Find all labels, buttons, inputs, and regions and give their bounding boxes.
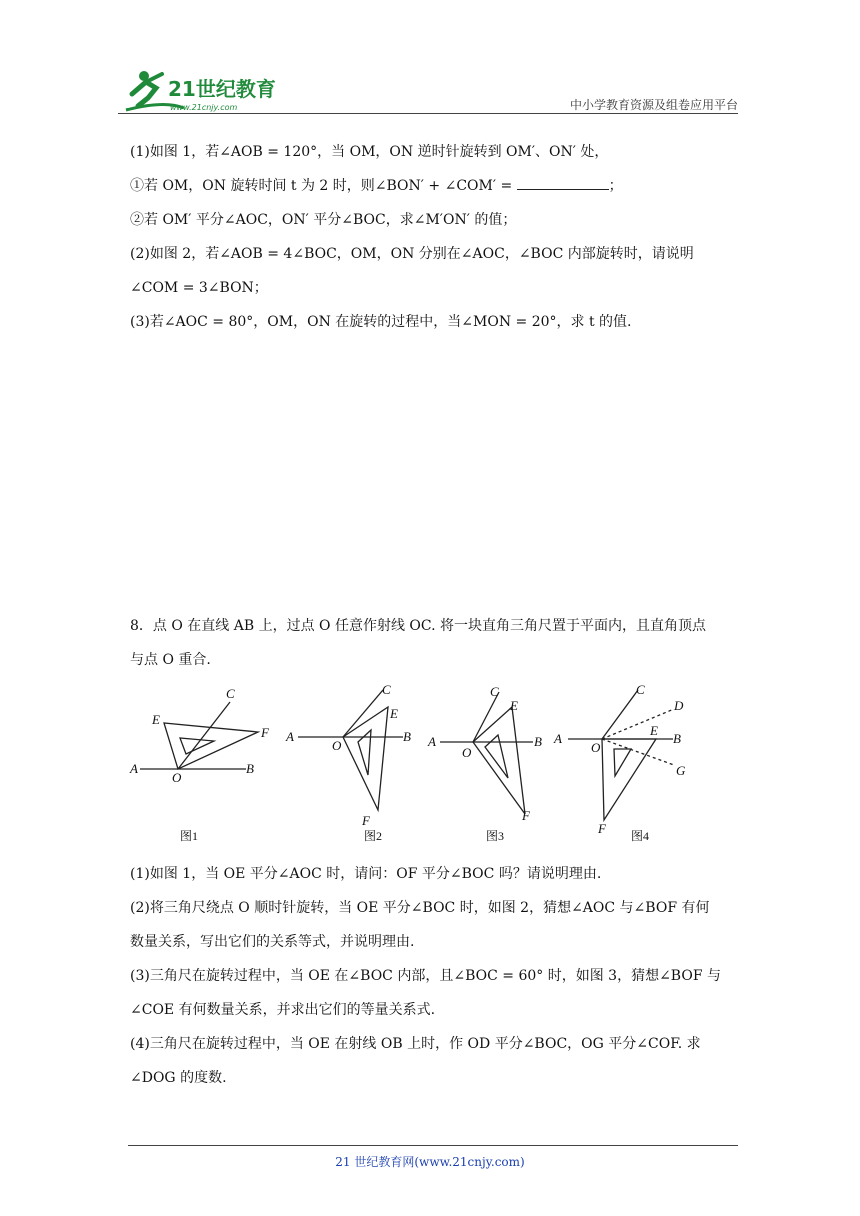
fig3-label-e: E xyxy=(510,698,518,713)
footer-link[interactable]: 21 世纪教育网(www.21cnjy.com) xyxy=(335,1155,525,1169)
q7-part3: (3)若∠AOC = 80°，OM，ON 在旋转的过程中，当∠MON = 20°，求 t 的值. xyxy=(130,314,632,330)
fig2-label-f: F xyxy=(362,813,370,828)
q7-part1-sub2: ②若 OM′ 平分∠AOC，ON′ 平分∠BOC，求∠M′ON′ 的值； xyxy=(130,212,517,228)
fig4-label-c: C xyxy=(636,682,645,697)
q7-part1-sub1-end: ； xyxy=(608,178,623,194)
fig4-label-d: D xyxy=(674,698,684,713)
fig2-label-b: B xyxy=(403,729,411,744)
figure-2 xyxy=(298,690,403,810)
figure-3 xyxy=(440,692,533,814)
fig3-label-c: C xyxy=(490,684,499,699)
fig2-caption: 图2 xyxy=(364,829,383,843)
fig4-label-e: E xyxy=(650,723,658,738)
fig3-label-o: O xyxy=(462,745,472,760)
answer-blank[interactable] xyxy=(517,177,609,190)
fig3-caption: 图3 xyxy=(486,829,505,843)
q7-part2: (2)如图 2，若∠AOB = 4∠BOC，OM，ON 分别在∠AOC，∠BOC 内部旋转时，请说明 xyxy=(130,246,694,262)
fig4-label-a: A xyxy=(554,731,562,746)
fig1-label-e: E xyxy=(152,712,160,727)
svg-text:www.21cnjy.com: www.21cnjy.com xyxy=(170,103,238,112)
fig2-label-c: C xyxy=(382,682,391,697)
q8-part3-line2: ∠COE 有何数量关系，并求出它们的等量关系式. xyxy=(130,1002,436,1018)
fig2-label-e: E xyxy=(390,706,398,721)
svg-text:21世纪教育: 21世纪教育 xyxy=(168,77,276,101)
footer-divider xyxy=(128,1145,738,1146)
fig3-label-b: B xyxy=(534,734,542,749)
q8-stem-line2: 与点 O 重合. xyxy=(130,652,211,668)
fig1-label-a: A xyxy=(130,761,138,776)
q7-part1-sub1 xyxy=(130,176,623,196)
fig1-label-c: C xyxy=(226,686,235,701)
q7-part2-cont: ∠COM = 3∠BON； xyxy=(130,280,268,296)
fig2-label-a: A xyxy=(286,729,294,744)
q7-part1: (1)如图 1，若∠AOB = 120°，当 OM，ON 逆时针旋转到 OM′、ON′ 处， xyxy=(130,144,609,160)
platform-label: 中小学教育资源及组卷应用平台 xyxy=(569,98,738,112)
page-header xyxy=(118,66,738,114)
q8-figures xyxy=(128,680,708,850)
figure-4 xyxy=(568,690,674,820)
fig4-label-g: G xyxy=(676,763,686,778)
fig3-label-f: F xyxy=(522,808,530,823)
q8-part2-line2: 数量关系，写出它们的关系等式，并说明理由. xyxy=(130,934,415,950)
q7-part1-sub1-text: ①若 OM，ON 旋转时间 t 为 2 时，则∠BON′ + ∠COM′ = xyxy=(130,178,517,194)
fig4-label-f: F xyxy=(598,821,606,836)
q8-part4-line2: ∠DOG 的度数. xyxy=(130,1070,227,1086)
fig4-caption: 图4 xyxy=(631,829,650,843)
fig1-label-o: O xyxy=(172,770,182,785)
q8-part4-line1: (4)三角尺在旋转过程中，当 OE 在射线 OB 上时，作 OD 平分∠BOC，OG 平分∠COF. 求 xyxy=(130,1036,701,1052)
fig1-label-f: F xyxy=(261,725,269,740)
q8-part1: (1)如图 1，当 OE 平分∠AOC 时，请问：OF 平分∠BOC 吗？请说明理由. xyxy=(130,866,602,882)
fig1-caption: 图1 xyxy=(180,829,199,843)
q8-stem-line1: 8．点 O 在直线 AB 上，过点 O 任意作射线 OC. 将一块直角三角尺置于平面内，且直角顶点 xyxy=(130,618,707,634)
fig2-label-o: O xyxy=(332,738,342,753)
q8-part3-line1: (3)三角尺在旋转过程中，当 OE 在∠BOC 内部，且∠BOC = 60° 时，如图 3，猜想∠BOF 与 xyxy=(130,968,721,984)
fig4-label-o: O xyxy=(591,740,601,755)
fig4-label-b: B xyxy=(673,731,681,746)
fig1-label-b: B xyxy=(246,761,254,776)
header-divider xyxy=(118,113,738,114)
fig3-label-a: A xyxy=(428,734,436,749)
site-logo xyxy=(124,66,304,114)
q8-part2-line1: (2)将三角尺绕点 O 顺时针旋转，当 OE 平分∠BOC 时，如图 2，猜想∠AOC 与∠BOF 有何 xyxy=(130,900,710,916)
